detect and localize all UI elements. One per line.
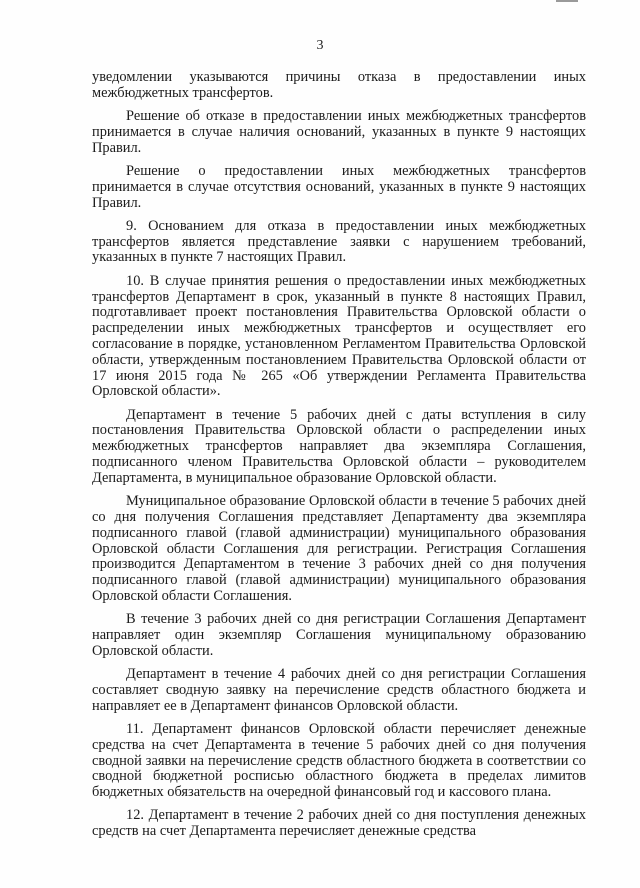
paragraph: Департамент в течение 5 рабочих дней с даты вступления в силу постановления Правительства Орловской области о распределении иных межбюджетных трансфертов направляет два экземпляра Соглашения, подписанного членом Правительства Орловской области – руководителем Департамента, в муниципальное образование Орловской области.	[92, 406, 586, 486]
document-body	[92, 70, 586, 848]
page-number: 3	[316, 38, 324, 53]
paragraph: В течение 3 рабочих дней со дня регистрации Соглашения Департамент направляет один экземпляр Соглашения муниципальному образованию Орловской области.	[92, 611, 586, 659]
paragraph: Решение о предоставлении иных межбюджетных трансфертов принимается в случае отсутствия оснований, указанных в пункте 9 настоящих Правил.	[92, 162, 586, 211]
paragraph: Муниципальное образование Орловской области в течение 5 рабочих дней со дня получения Соглашения представляет Департаменту два экземпляра подписанного главой (главой администрации) муниципального образования Орловской области Соглашения для регистрации. Регистрация Соглашения производится Департаментом в течение 3 рабочих дней со дня получения подписанного главой (главой администрации) муниципального образования Орловской области Соглашения.	[92, 493, 586, 604]
paragraph-item-12: 12. Департамент в течение 2 рабочих дней со дня поступления денежных средств на счет Департамента перечисляет денежные средства	[92, 807, 586, 840]
paragraph: Департамент в течение 4 рабочих дней со дня регистрации Соглашения составляет сводную заявку на перечисление средств областного бюджета и направляет ее в Департамент финансов Орловской области.	[92, 666, 586, 714]
paragraph: Решение об отказе в предоставлении иных межбюджетных трансфертов принимается в случае наличия оснований, указанных в пункте 9 настоящих Правил.	[92, 108, 586, 156]
paragraph-continued: уведомлении указываются причины отказа в предоставлении иных межбюджетных трансфертов.	[92, 69, 586, 101]
paragraph-item-10: 10. В случае принятия решения о предоставлении иных межбюджетных трансфертов Департамент в срок, указанный в пункте 8 настоящих Правил, подготавливает проект постановления Правительства Орловской области о распределении иных межбюджетных трансфертов и осуществляет его согласование в порядке, установленном Регламентом Правительства Орловской области, утвержденным постановлением Правительства Орловской области от 17 июня 2015 года № 265 «Об утверждении Регламента Правительства Орловской области».	[92, 272, 586, 400]
paragraph-item-9: 9. Основанием для отказа в предоставлении иных межбюджетных трансфертов является представление заявки с нарушением требований, указанных в пункте 7 настоящих Правил.	[92, 217, 586, 266]
paragraph-item-11: 11. Департамент финансов Орловской области перечисляет денежные средства на счет Департамента в течение 5 рабочих дней со дня получения сводной заявки на перечисление средств областного бюджета в соответствии со сводной бюджетной росписью областного бюджета в пределах лимитов бюджетных обязательств на очередной финансовый год и кассового плана.	[92, 720, 586, 801]
scan-mark	[556, 0, 578, 2]
